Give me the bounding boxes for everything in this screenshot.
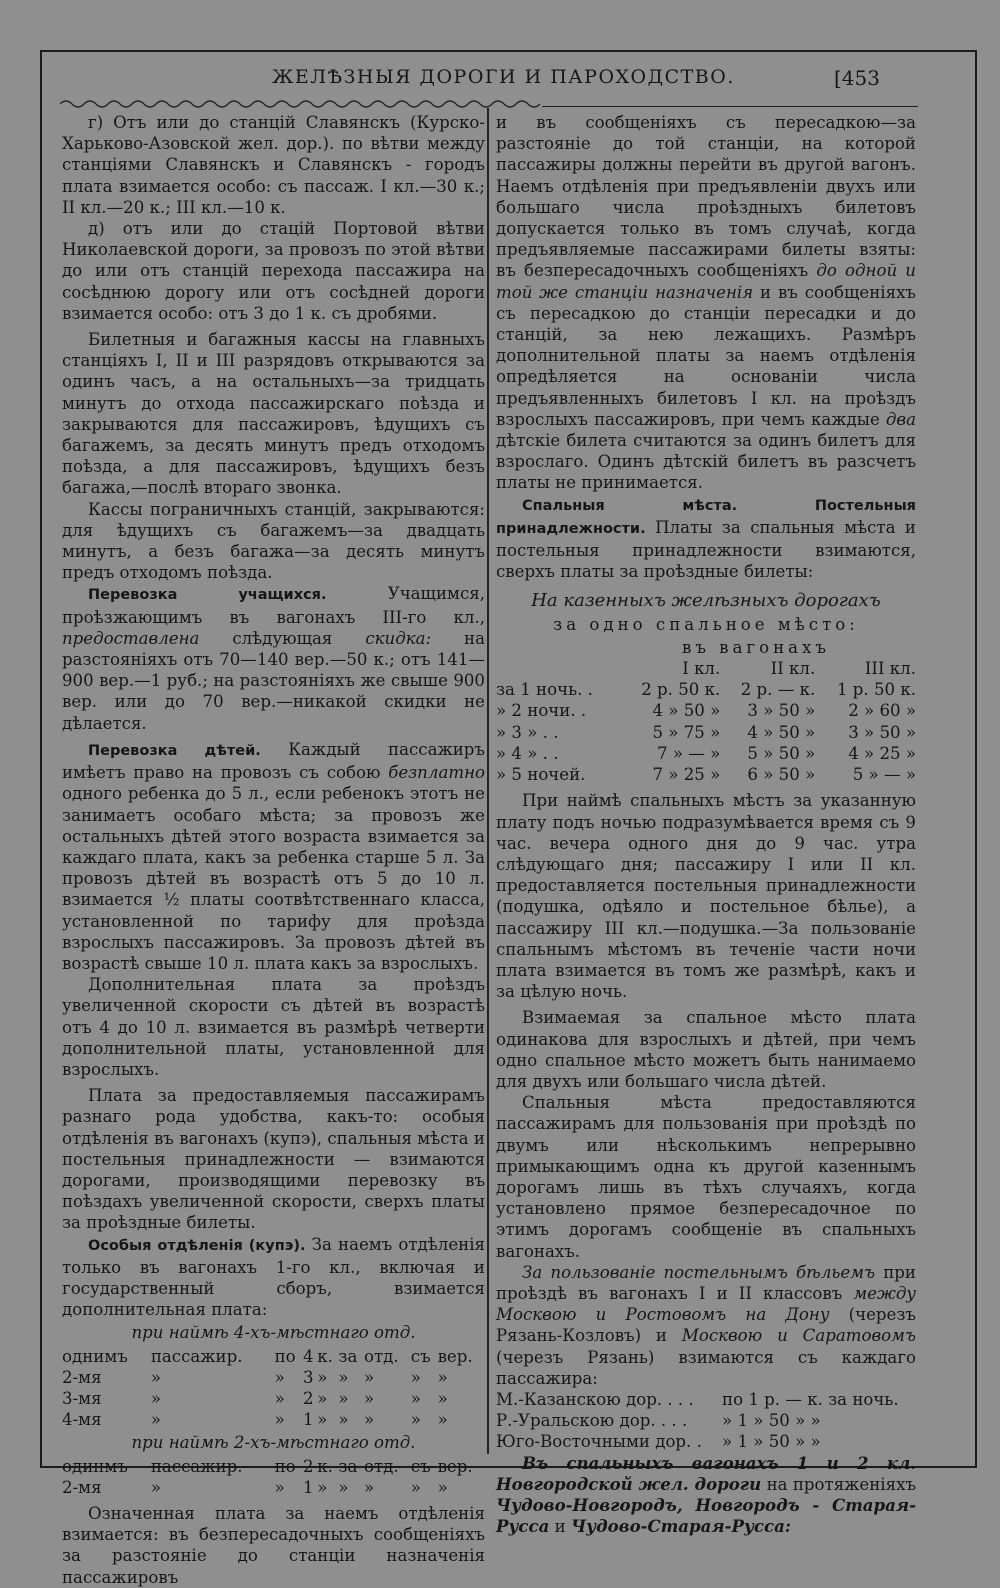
- table-cell: Юго-Восточными дор. .: [496, 1432, 702, 1452]
- table-cell: за 1 ночь. .: [496, 680, 593, 700]
- table-cell: 3 » 50 »: [848, 722, 916, 742]
- table-row: [496, 1431, 916, 1452]
- table-cell: »: [150, 1477, 161, 1497]
- paragraph-slavyansk: г) Отъ или до станцій Славянскъ (Курско-Харьково-Азовской жел. дор.). по вѣтви между станціями Славянскъ и Славянскъ - городъ плата взимается особо: съ пассаж. I кл.—30 к.; II кл.—20 к.; III кл.—10 к.: [62, 113, 485, 217]
- kaz-title: На казенныхъ желѣзныхъ дорогахъ: [531, 590, 881, 612]
- children-heading: Перевозка дѣтей.: [88, 742, 261, 759]
- table-cell: 2: [303, 1388, 314, 1408]
- table-cell: пассажир.: [150, 1456, 243, 1476]
- table-row: [62, 1456, 485, 1477]
- table-row: [496, 1410, 916, 1431]
- table-cell: »: [410, 1388, 421, 1408]
- table-cell: за: [338, 1346, 358, 1366]
- paragraph-spalnye: Спальныя мѣста предоставляются пассажирамъ для пользованія при проѣздѣ по двумъ или нѣсколькимъ непрерывно примыкающимъ одна къ другой казеннымъ дорогамъ лишь въ тѣхъ случаяхъ, когда установлено прямое безпересадочное по этимъ дорогамъ сообщеніе въ спальныхъ вагонахъ.: [496, 1093, 916, 1261]
- sleeping-text: Платы за спальныя мѣста и постельныя принадлежности взимаются, сверхъ платы за проѣздные билеты:: [496, 517, 916, 582]
- students-text: на разстояніяхъ отъ 70—140 вер.—50 к.; отъ 141— 900 вер.—1 руб.; на разстояніяхъ же свыше 900 вер. или до 70 вер.—никакой скидки не дѣлается.: [62, 628, 485, 733]
- table-cell: »: [317, 1367, 328, 1387]
- table-cell: »: [274, 1477, 285, 1497]
- table-row: [62, 1477, 485, 1498]
- paragraph-belye: [496, 1262, 916, 1389]
- bel-text: при проѣздѣ въ вагонахъ I и II классовъ: [496, 1262, 916, 1303]
- paragraph-students: [62, 583, 485, 733]
- table-cell: »: [363, 1388, 375, 1408]
- bel-text: (черезъ Рязань-Козловъ) и: [496, 1305, 916, 1346]
- nov-text: на протяженіяхъ: [766, 1474, 917, 1494]
- kaz-subtitle: за одно спальное мѣсто:: [553, 614, 859, 634]
- table-cell: 2 » 60 »: [848, 701, 916, 721]
- table-cell: одинмъ: [62, 1456, 128, 1476]
- paragraph-portovaya: д) отъ или до стацій Портовой вѣтви Николаевской дороги, за провозъ по этой вѣтви до или отъ станцій перехода пассажира на сосѣднюю дорогу или отъ сосѣдней дороги взимается особо: отъ 3 до 1 к. съ дробями.: [62, 219, 485, 323]
- table-cell: »: [150, 1367, 161, 1387]
- paragraph-dop-plata: Дополнительная плата за проѣздъ увеличенной скорости съ дѣтей въ возрастѣ отъ 4 до 10 л. взимается въ размѣрѣ четверти дополнительной платы, установленной для взрослыхъ.: [62, 975, 485, 1079]
- left-column: [62, 112, 485, 1588]
- nov-text: и: [554, 1517, 566, 1537]
- table-2-seat: [62, 1456, 485, 1498]
- table-cell: »: [338, 1410, 349, 1430]
- bel-text: (черезъ Рязань) взимаются съ каждаго пассажира:: [496, 1347, 916, 1388]
- table-cell: »: [338, 1367, 349, 1387]
- table4-title: при наймѣ 4-хъ-мѣстнаго отд.: [131, 1323, 416, 1343]
- table-cell: 7 » — »: [656, 743, 721, 763]
- right-column: [496, 112, 916, 1537]
- children-text: Каждый пассажиръ имѣетъ право на провозъ съ собою: [62, 739, 485, 783]
- children-italic: безплатно: [388, 763, 485, 783]
- table-cell: » 2 ночи. .: [496, 701, 587, 721]
- paragraph-sleeping: [496, 494, 916, 583]
- table-cell: 1: [303, 1410, 314, 1430]
- table-cell: отд.: [363, 1346, 399, 1366]
- table-cell: »: [363, 1410, 375, 1430]
- table-cell: »: [437, 1367, 448, 1387]
- table-cell: »: [150, 1388, 161, 1408]
- table-cell: »: [410, 1367, 421, 1387]
- class-header: III кл.: [864, 659, 916, 679]
- table-cell: »: [317, 1410, 328, 1430]
- table-cell: »: [150, 1410, 161, 1430]
- paragraph-kupe: [62, 1234, 485, 1321]
- cont-text: и въ сообщеніяхъ съ пересадкою до станціи пересадки и до станцій, за нею лежащихъ. Размѣръ дополнительной платы за наемъ отдѣленія опредѣляется на основаніи числа предъявленныхъ билетовъ I кл. на проѣздъ взрослыхъ пассажировъ, при чемъ каждые: [496, 282, 916, 429]
- bel-italic: За пользованіе постельнымъ бѣльемъ: [522, 1262, 876, 1282]
- table-cell: вер.: [437, 1346, 473, 1366]
- table-cell: 4: [303, 1346, 314, 1366]
- sleeping-price-table: [496, 658, 916, 785]
- table-cell: 2-мя: [62, 1367, 102, 1387]
- table-row: [62, 1409, 485, 1430]
- table-cell: пассажир.: [150, 1346, 243, 1366]
- table-cell: Р.-Уральскою дор. . . .: [496, 1411, 688, 1431]
- table-row: [496, 764, 916, 785]
- table-cell: »: [338, 1477, 349, 1497]
- cont-text: и въ сообщеніяхъ съ пересадкою—за разстояніе до той станціи, на которой пассажиры должны перейти въ другой вагонъ. Наемъ отдѣленія при предъявленіи двухъ или большаго числа проѣздныхъ билетовъ допускается только въ томъ случаѣ, когда предъявляемые пассажирами билеты взяты: въ безпересадочныхъ сообщеніяхъ: [496, 113, 916, 281]
- header-rule: [542, 106, 918, 107]
- cont-italic: до одной и той же станціи назначенія: [496, 261, 916, 302]
- students-text: Учащимся, проѣзжающимъ въ вагонахъ III-го кл.,: [62, 584, 485, 627]
- table-cell: съ: [410, 1346, 431, 1366]
- table-cell: 4 » 25 »: [848, 743, 916, 763]
- table-cell: » 1 » 50 » »: [722, 1411, 821, 1431]
- bel-italic: Москвою и Саратовомъ: [681, 1326, 916, 1346]
- page-frame: [40, 50, 977, 1587]
- students-heading: Перевозка учащихся.: [88, 587, 327, 604]
- table-4-seat: [62, 1346, 485, 1431]
- table-cell: 1 р. 50 к.: [836, 680, 916, 700]
- table-cell: вер.: [437, 1456, 473, 1476]
- table-cell: »: [437, 1477, 448, 1497]
- nov-italic: Въ спальныхъ вагонахъ 1 и 2 кл. Новгородской жел. дороги: [496, 1452, 916, 1494]
- table-cell: »: [363, 1367, 375, 1387]
- table-cell: »: [410, 1477, 421, 1497]
- table-row: [496, 679, 916, 700]
- table-cell: » 3 » . .: [496, 722, 559, 742]
- wavy-rule: [60, 96, 542, 110]
- paragraph-kassy: Билетныя и багажныя кассы на главныхъ станціяхъ I, II и III разрядовъ открываются за одинъ часъ, а на остальныхъ—за тридцать минутъ до отхода пассажирскаго поѣзда и закрываются для пассажировъ, ѣдущихъ съ багажемъ, за десять минутъ предъ отходомъ поѣзда, а для пассажировъ, ѣдущихъ безъ багажа,—послѣ втораго звонка.: [62, 330, 485, 498]
- table-cell: »: [437, 1410, 448, 1430]
- page-number: [453: [834, 66, 880, 90]
- column-divider: [487, 108, 489, 1454]
- table-cell: за: [338, 1456, 358, 1476]
- table-cell: 3 » 50 »: [747, 701, 816, 721]
- linen-price-table: [496, 1389, 916, 1453]
- table-cell: по: [274, 1346, 296, 1366]
- table-cell: по 1 р. — к. за ночь.: [722, 1389, 899, 1409]
- table-cell: 3-мя: [62, 1388, 102, 1408]
- table-cell: к.: [317, 1346, 333, 1366]
- sleeping-heading: Спальныя мѣста. Постельныя принадлежности.: [496, 497, 916, 537]
- paragraph-naim: При наймѣ спальныхъ мѣстъ за указанную плату подъ ночью подразумѣвается время съ 9 час. вечера одного дня до 9 час. утра слѣдующаго дня; пассажиру I или II кл. предоставляется постельныя принадлежности (подушка, одѣяло и постельное бѣлье), а пассажиру III кл.—подушка.—За пользованіе спальнымъ мѣстомъ въ теченіе части ночи плата взимается въ томъ же размѣрѣ, какъ и за цѣлую ночь.: [496, 791, 916, 1002]
- table-cell: по: [274, 1456, 296, 1476]
- table-cell: »: [274, 1388, 285, 1408]
- table-cell: »: [274, 1410, 285, 1430]
- paragraph-udobstva: Плата за предоставляемыя пассажирамъ разнаго рода удобства, какъ-то: особыя отдѣленія въ вагонахъ (купэ), спальныя мѣста и постельныя принадлежности — взимаются дорогами, производящими перевозку въ поѣздахъ увеличенной скорости, сверхъ платы за проѣздные билеты.: [62, 1086, 485, 1233]
- table-cell: »: [317, 1477, 328, 1497]
- kupe-text: За наемъ отдѣленія только въ вагонахъ 1-го кл., включая и государственный сборъ, взимается дополнительная плата:: [62, 1234, 485, 1320]
- table-cell: к.: [317, 1456, 333, 1476]
- table-cell: 7 » 25 »: [652, 765, 721, 785]
- table-cell: »: [363, 1477, 375, 1497]
- table-row: [496, 743, 916, 764]
- table-cell: » 4 » . .: [496, 743, 559, 763]
- table-cell: » 1 » 50 » »: [722, 1432, 821, 1452]
- table-cell: съ: [410, 1456, 431, 1476]
- nov-italic: Чудово-Старая-Русса:: [571, 1516, 791, 1537]
- kupe-heading: Особыя отдѣленія (купэ).: [88, 1237, 306, 1254]
- table-cell: » 5 ночей.: [496, 765, 586, 785]
- table-cell: 2: [303, 1456, 314, 1476]
- table-cell: »: [274, 1367, 285, 1387]
- paragraph-children: [62, 739, 485, 974]
- table-cell: 4-мя: [62, 1410, 102, 1430]
- table-cell: 5 » 75 »: [652, 722, 721, 742]
- table-row: [496, 722, 916, 743]
- class-header: II кл.: [770, 659, 816, 679]
- paragraph-kassy-border: Кассы пограничныхъ станцій, закрываются: для ѣдущихъ съ багажемъ—за двадцать минутъ, а безъ багажа—за десять минутъ предъ отходомъ поѣзда.: [62, 499, 485, 583]
- students-text: слѣдующая: [232, 628, 333, 648]
- students-italic: скидка:: [365, 628, 432, 648]
- table-cell: »: [338, 1388, 349, 1408]
- kaz-vagon-label: въ вагонахъ: [682, 637, 830, 657]
- class-header: I кл.: [682, 659, 721, 679]
- table-cell: 2 р. 50 к.: [641, 680, 721, 700]
- table-cell: 1: [303, 1477, 314, 1497]
- page-title: ЖЕЛѢЗНЫЯ ДОРОГИ И ПАРОХОДСТВО.: [272, 66, 735, 88]
- table-cell: 3: [303, 1367, 314, 1387]
- table-cell: 6 » 50 »: [747, 765, 816, 785]
- paragraph-continued: [496, 112, 916, 494]
- table-cell: 4 » 50 »: [652, 701, 721, 721]
- table-cell: 5 » 50 »: [747, 743, 816, 763]
- paragraph-novgorod: [496, 1453, 916, 1538]
- paragraph-vzim: Взимаемая за спальное мѣсто плата одинакова для взрослыхъ и дѣтей, при чемъ одно спальное мѣсто можетъ быть нанимаемо для двухъ или большаго числа дѣтей.: [496, 1008, 916, 1091]
- paragraph-final: Означенная плата за наемъ отдѣленія взимается: въ безпересадочныхъ сообщеніяхъ за разстояніе до станціи назначенія пассажировъ: [62, 1504, 485, 1587]
- cont-italic: два: [885, 409, 916, 429]
- table-cell: »: [317, 1388, 328, 1408]
- students-italic: предоставлена: [62, 628, 200, 648]
- table-row: [62, 1388, 485, 1409]
- cont-text: дѣтскіе билета считаются за одинъ билетъ для взрослаго. Одинъ дѣтскій билетъ въ разсчетъ платы не принимается.: [496, 431, 916, 493]
- table-cell: 4 » 50 »: [747, 722, 816, 742]
- table-cell: »: [437, 1388, 448, 1408]
- table-cell: однимъ: [62, 1346, 128, 1366]
- table2-title: при наймѣ 2-хъ-мѣстнаго отд.: [131, 1433, 416, 1453]
- children-text: одного ребенка до 5 л., если ребенокъ этотъ не занимаетъ особаго мѣста; за провозъ же остальныхъ дѣтей этого возраста взимается за каждаго плата, какъ за ребенка старше 5 л. За провозъ дѣтей въ возрастѣ отъ 5 до 10 л. взимается ½ платы соотвѣтственнаго класса, установленной по тарифу для проѣзда взрослыхъ пассажировъ. За провозъ дѣтей въ возрастѣ свыше 10 л. плата какъ за взрослыхъ.: [62, 784, 485, 973]
- bel-italic: между Москвою и Ростовомъ на Дону: [496, 1283, 916, 1325]
- running-header: [42, 66, 975, 96]
- table-cell: »: [410, 1410, 421, 1430]
- table-row: [62, 1346, 485, 1367]
- table-row: [62, 1367, 485, 1388]
- table-cell: 2-мя: [62, 1477, 102, 1497]
- table-cell: М.-Казанскою дор. . . .: [496, 1389, 694, 1409]
- table-row: [496, 700, 916, 721]
- nov-italic: Чудово-Новгородъ, Новгородъ - Старая-Русса: [496, 1495, 916, 1537]
- table-cell: 2 р. — к.: [740, 680, 816, 700]
- table-row: [496, 1389, 916, 1410]
- table-cell: отд.: [363, 1456, 399, 1476]
- table-cell: 5 » — »: [852, 765, 916, 785]
